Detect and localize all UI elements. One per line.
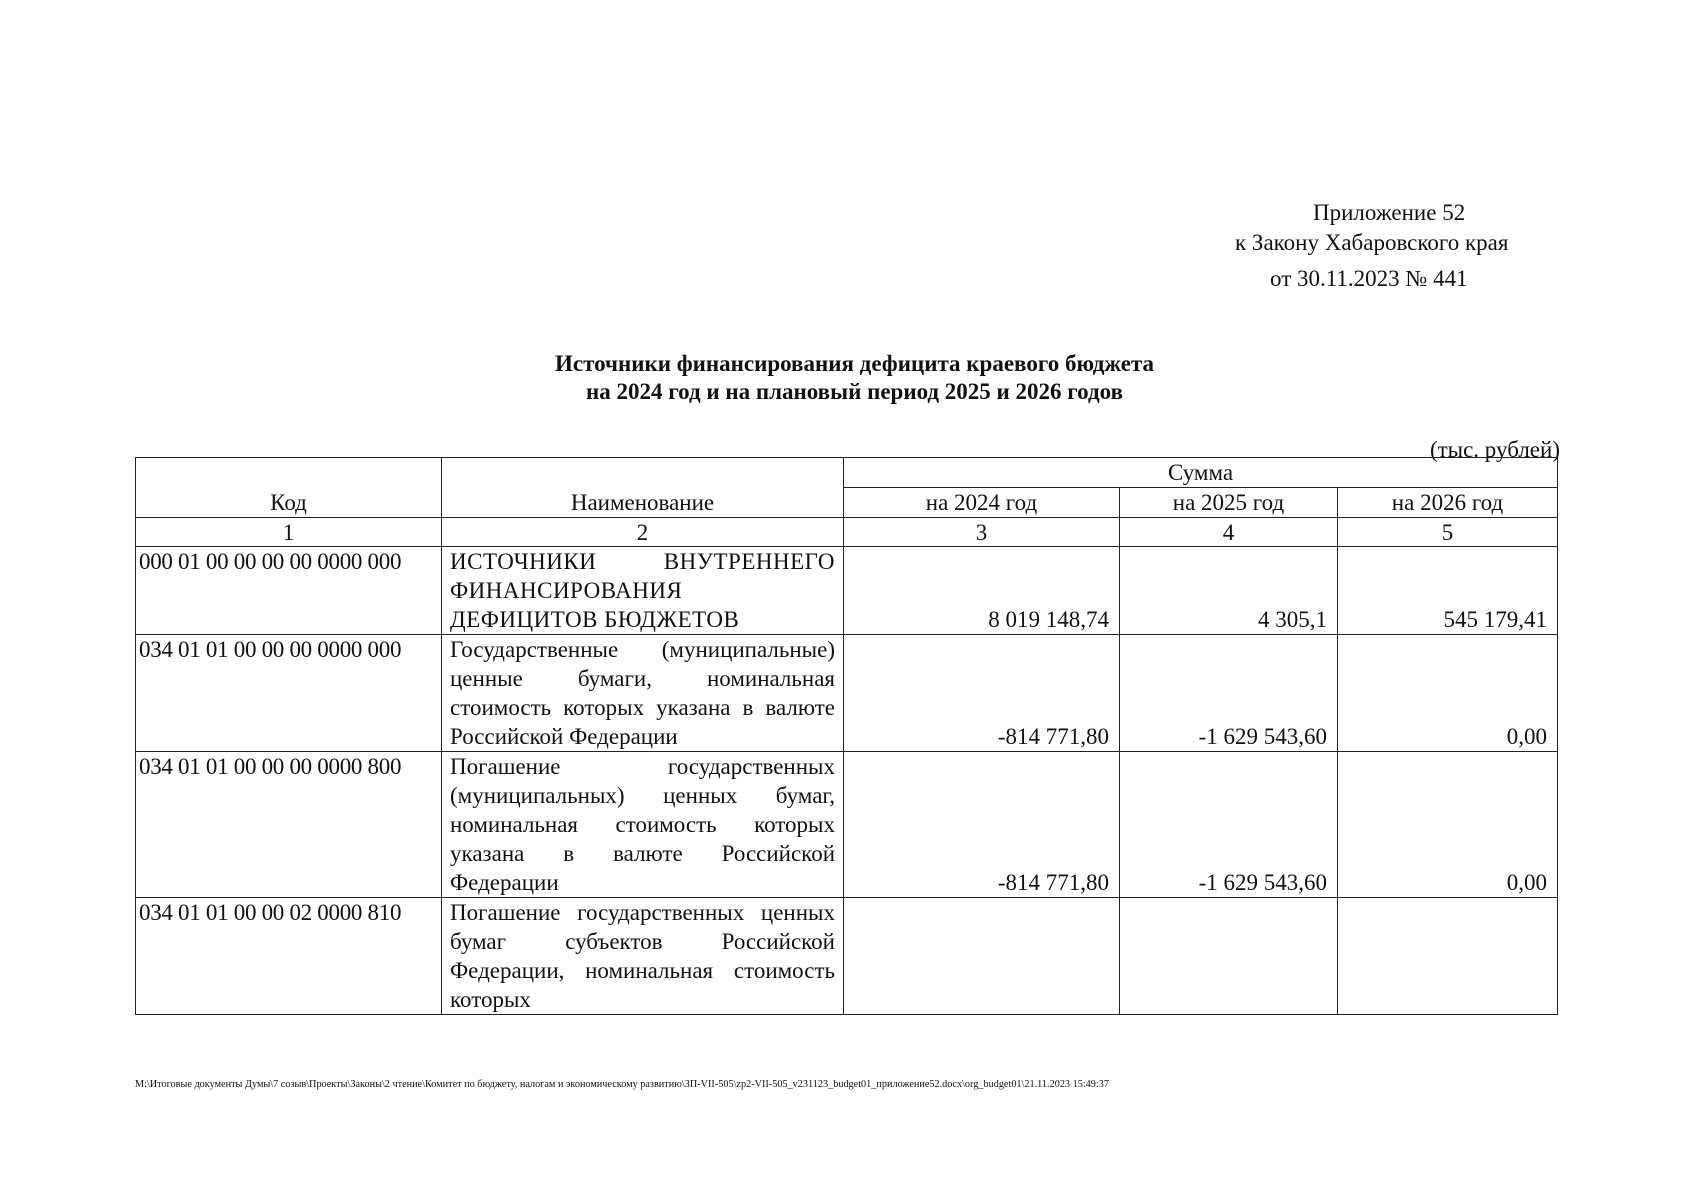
document-title-line-1: Источники финансирования дефицита краевого бюджета xyxy=(554,351,1154,376)
header-sum: Сумма xyxy=(844,458,1558,488)
row-value-2024: -814 771,80 xyxy=(844,752,1120,898)
row-value-2026: 545 179,41 xyxy=(1338,547,1558,635)
table-row xyxy=(136,635,1558,752)
document-title-line-2: на 2024 год и на плановый период 2025 и 2026 годов xyxy=(586,379,1123,404)
appendix-number: Приложение 52 xyxy=(1313,200,1466,225)
row-code: 034 01 01 00 00 00 0000 800 xyxy=(136,752,442,898)
header-year-2026: на 2026 год xyxy=(1338,488,1558,518)
table-row xyxy=(136,898,1558,1015)
row-value-2025: -1 629 543,60 xyxy=(1120,635,1338,752)
appendix-law-reference: к Закону Хабаровского края xyxy=(1235,230,1509,255)
header-name: Наименование xyxy=(442,458,844,518)
row-code: 034 01 01 00 00 02 0000 810 xyxy=(136,898,442,1015)
header-code: Код xyxy=(136,458,442,518)
column-number: 5 xyxy=(1338,518,1558,547)
row-code: 034 01 01 00 00 00 0000 000 xyxy=(136,635,442,752)
row-code: 000 01 00 00 00 00 0000 000 xyxy=(136,547,442,635)
row-name: ИСТОЧНИКИ ВНУТРЕННЕГО ФИНАНСИРОВАНИЯ ДЕФИЦИТОВ БЮДЖЕТОВ xyxy=(442,547,844,635)
table-row xyxy=(136,752,1558,898)
column-number: 3 xyxy=(844,518,1120,547)
financing-sources-table xyxy=(135,457,1558,1015)
row-value-2026: 0,00 xyxy=(1338,752,1558,898)
appendix-heading xyxy=(1180,198,1580,294)
header-year-2025: на 2025 год xyxy=(1120,488,1338,518)
row-value-2024 xyxy=(844,898,1120,1015)
table-row xyxy=(136,547,1558,635)
column-number: 4 xyxy=(1120,518,1338,547)
table-header-row xyxy=(136,458,1558,488)
row-value-2025: 4 305,1 xyxy=(1120,547,1338,635)
header-year-2024: на 2024 год xyxy=(844,488,1120,518)
file-path-footer: M:\Итоговые документы Думы\7 созыв\Проекты\Законы\2 чтение\Комитет по бюджету, налогам и экономическому развитию\ЗП-VII-505\zp2-VII-505_v231123_budget01_приложение52.docx\org_budget01\21.11.2023 15:49:37 xyxy=(135,1078,1109,1090)
row-value-2025 xyxy=(1120,898,1338,1015)
row-value-2026: 0,00 xyxy=(1338,635,1558,752)
units-label: (тыс. рублей) xyxy=(1429,437,1560,462)
row-value-2025: -1 629 543,60 xyxy=(1120,752,1338,898)
row-value-2024: 8 019 148,74 xyxy=(844,547,1120,635)
document-title xyxy=(0,350,1697,406)
row-name: Погашение государственных (муниципальных) ценных бумаг, номинальная стоимость которых указана в валюте Российской Федерации xyxy=(442,752,844,898)
column-number: 2 xyxy=(442,518,844,547)
column-numbers-row xyxy=(136,518,1558,547)
row-name: Государственные (муниципальные) ценные бумаги, номинальная стоимость которых указана в валюте Российской Федерации xyxy=(442,635,844,752)
appendix-law-date: от 30.11.2023 № 441 xyxy=(1270,266,1468,291)
column-number: 1 xyxy=(136,518,442,547)
row-value-2024: -814 771,80 xyxy=(844,635,1120,752)
row-value-2026 xyxy=(1338,898,1558,1015)
row-name: Погашение государственных ценных бумаг субъектов Российской Федерации, номинальная стоимость которых xyxy=(442,898,844,1015)
